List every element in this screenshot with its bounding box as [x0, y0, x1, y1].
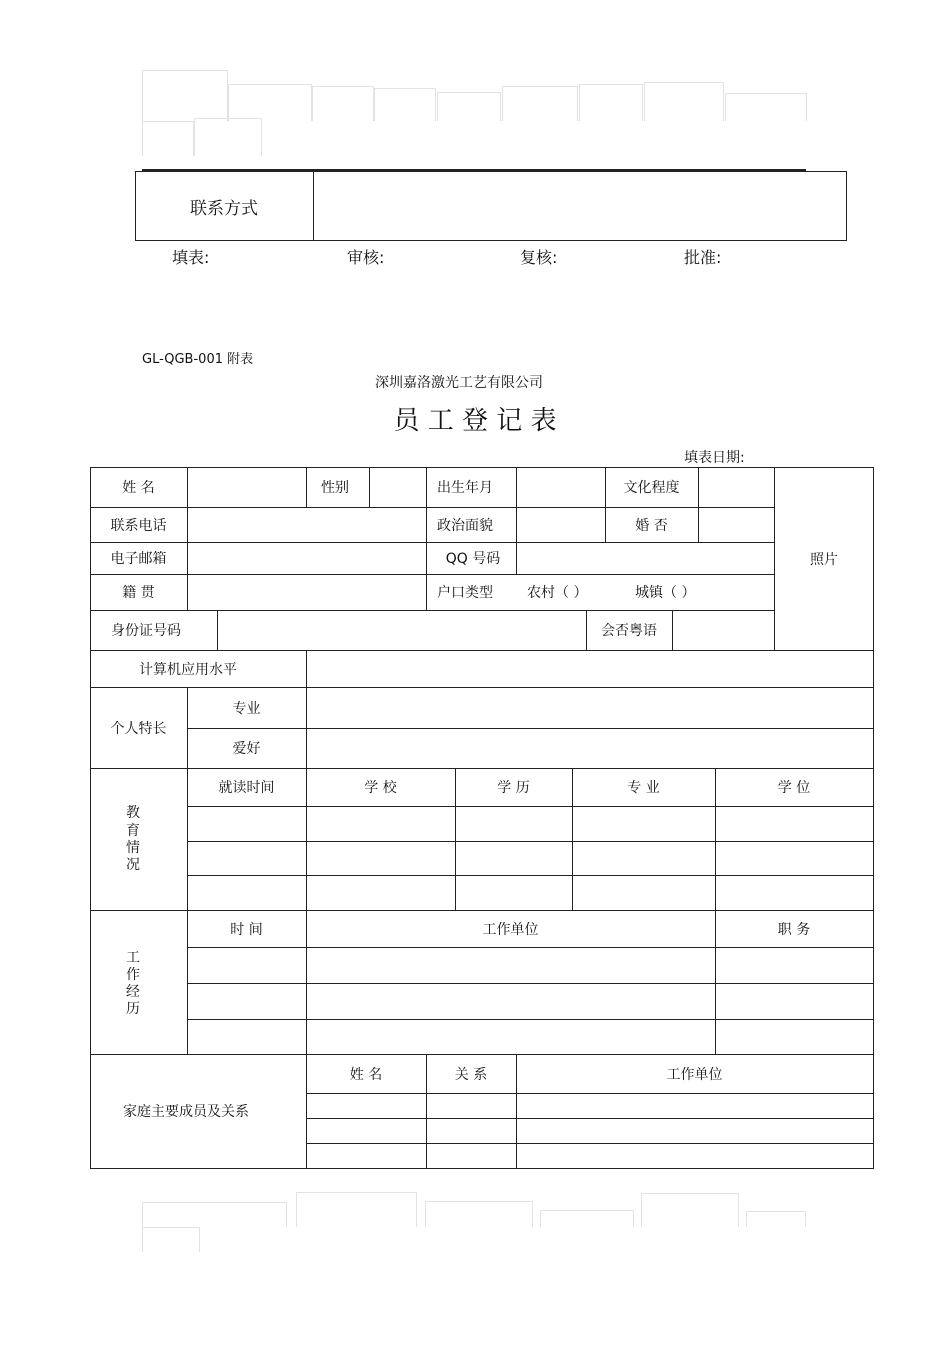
hobby-field[interactable] — [307, 729, 873, 768]
email-field[interactable] — [188, 543, 426, 574]
political-label: 政治面貌 — [437, 517, 493, 534]
signature-review: 审核: — [347, 248, 385, 267]
ghost-box — [437, 92, 501, 121]
hobby-label: 爱好 — [232, 741, 261, 757]
signature-fill: 填表: — [172, 248, 210, 267]
family-header-employer: 工作单位 — [666, 1066, 723, 1083]
qq-field[interactable] — [517, 543, 774, 574]
work-row[interactable] — [188, 948, 873, 983]
major-field[interactable] — [307, 688, 873, 728]
family-row[interactable] — [307, 1094, 873, 1118]
name-field[interactable] — [188, 468, 306, 507]
cantonese-field[interactable] — [673, 611, 774, 650]
edu-header-degree-level: 学 历 — [497, 780, 530, 796]
signature-approve: 批准: — [684, 248, 722, 267]
ghost-box — [142, 121, 194, 156]
education-row[interactable] — [188, 807, 873, 841]
gender-field[interactable] — [370, 468, 426, 507]
ghost-box — [644, 82, 724, 121]
native-field[interactable] — [188, 575, 426, 610]
qq-label: QQ 号码 — [445, 551, 501, 567]
phone-label: 联系电话 — [110, 517, 167, 534]
family-row[interactable] — [307, 1119, 873, 1143]
ghost-box — [194, 118, 262, 156]
work-header-employer: 工作单位 — [482, 921, 539, 938]
page-title: 员 工 登 记 表 — [393, 406, 557, 436]
computer-level-field[interactable] — [307, 651, 873, 687]
ghost-box — [746, 1211, 806, 1227]
work-row[interactable] — [188, 1020, 873, 1054]
urban-option[interactable]: 城镇（ ） — [635, 585, 696, 601]
family-row[interactable] — [307, 1144, 873, 1168]
ghost-box — [502, 86, 578, 121]
family-header-name: 姓 名 — [349, 1066, 383, 1083]
political-field[interactable] — [517, 508, 605, 542]
ghost-box — [228, 84, 312, 121]
doc-code: GL-QGB-001 附表 — [142, 352, 254, 367]
edu-header-period: 就读时间 — [218, 780, 275, 796]
company-name: 深圳嘉洛激光工艺有限公司 — [375, 375, 543, 391]
work-row[interactable] — [188, 984, 873, 1019]
computer-level-label: 计算机应用水平 — [139, 661, 237, 678]
edu-header-degree: 学 位 — [777, 780, 811, 796]
major-label: 专业 — [232, 700, 261, 717]
rural-option[interactable]: 农村（ ） — [527, 585, 588, 601]
ghost-box — [142, 1227, 200, 1252]
family-label: 家庭主要成员及关系 — [123, 1104, 249, 1120]
ghost-box — [725, 93, 807, 121]
phone-field[interactable] — [188, 508, 426, 542]
contact-label: 联系方式 — [190, 198, 258, 219]
gender-label: 性别 — [321, 480, 349, 496]
work-header-position: 职 务 — [777, 921, 811, 938]
birth-field[interactable] — [517, 468, 605, 507]
family-header-relation: 关 系 — [454, 1066, 488, 1083]
ghost-box — [374, 88, 436, 121]
education-row[interactable] — [188, 876, 873, 910]
birth-label: 出生年月 — [437, 480, 493, 496]
email-label: 电子邮箱 — [110, 551, 167, 567]
signature-recheck: 复核: — [520, 248, 558, 267]
ghost-box — [641, 1193, 739, 1227]
ghost-box — [296, 1192, 417, 1227]
education-level-label: 文化程度 — [623, 480, 680, 496]
contact-field[interactable] — [314, 172, 846, 240]
ghost-box — [312, 86, 374, 121]
specialty-label: 个人特长 — [110, 720, 167, 737]
ghost-box — [579, 84, 643, 121]
marital-label: 婚 否 — [635, 517, 668, 534]
ghost-box — [425, 1201, 533, 1227]
edu-header-school: 学 校 — [364, 780, 397, 796]
id-number-label: 身份证号码 — [111, 623, 181, 639]
ghost-box — [142, 70, 228, 121]
education-level-field[interactable] — [699, 468, 774, 507]
work-header-period: 时 间 — [230, 921, 263, 938]
marital-field[interactable] — [699, 508, 774, 542]
ghost-box — [540, 1210, 634, 1227]
ghost-box — [142, 1202, 287, 1227]
hukou-label: 户口类型 — [437, 585, 493, 601]
name-label: 姓 名 — [122, 480, 155, 496]
education-row[interactable] — [188, 842, 873, 875]
native-label: 籍 贯 — [122, 585, 155, 601]
cantonese-label: 会否粤语 — [601, 623, 657, 639]
id-number-field[interactable] — [218, 611, 586, 650]
fill-date-label: 填表日期: — [684, 450, 745, 466]
edu-header-major: 专 业 — [627, 780, 660, 796]
photo-area[interactable]: 照片 — [810, 551, 838, 568]
